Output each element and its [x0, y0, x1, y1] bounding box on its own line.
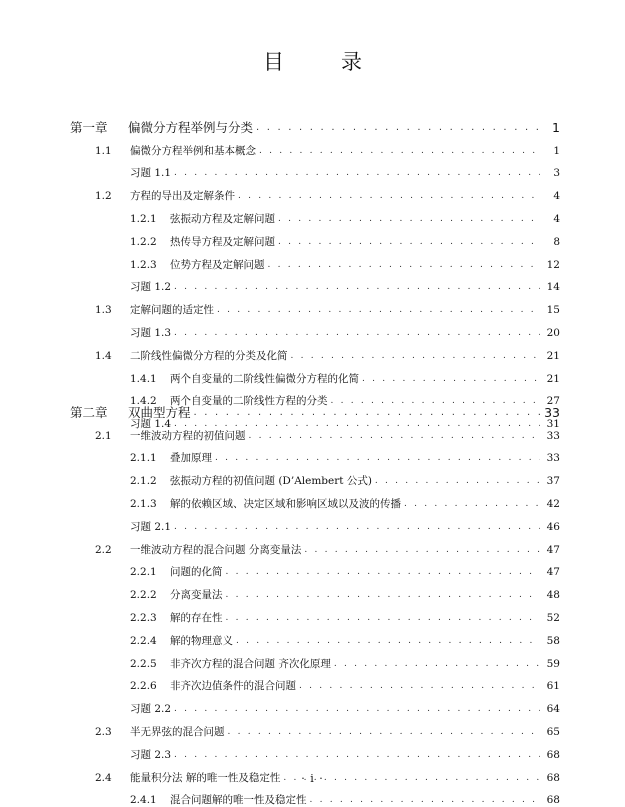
exercise-row[interactable]	[130, 274, 560, 294]
entry-title: 习题 1.4	[130, 418, 172, 431]
entry-page: 47	[546, 566, 560, 579]
entry-page: 46	[546, 520, 560, 533]
entry-title: 两个自变量的二阶线性偏微分方程的化简	[170, 372, 359, 385]
dot-leader	[268, 258, 541, 272]
entry-title: 一维波动方程的初值问题	[130, 429, 246, 442]
entry-title: 叠加原理	[170, 452, 212, 465]
dot-leader	[226, 611, 541, 625]
dot-leader	[256, 121, 540, 135]
entry-page: 12	[546, 258, 560, 271]
entry-page: 20	[546, 327, 560, 339]
entry-page: 37	[546, 475, 560, 488]
entry-number: 1.1	[95, 144, 112, 157]
entry-title: 方程的导出及定解条件	[130, 190, 235, 203]
entry-page: 68	[546, 794, 560, 807]
subsection-row[interactable]	[130, 651, 560, 671]
chapter-row[interactable]	[70, 115, 560, 135]
section-row[interactable]	[95, 537, 560, 557]
entry-number: 2.2.4	[130, 634, 157, 647]
subsection-row[interactable]	[130, 366, 560, 386]
entry-page: 4	[553, 213, 560, 225]
entry-title: 分离变量法	[170, 589, 223, 602]
chapter-page: 33	[544, 405, 560, 420]
entry-number: 1.2.2	[130, 235, 157, 248]
entry-number: 1.2.3	[130, 258, 157, 271]
page-title: 目 录	[263, 50, 380, 74]
entry-page: 64	[546, 703, 560, 716]
dot-leader	[194, 406, 540, 420]
exercise-row[interactable]	[130, 742, 560, 762]
entry-number: 1.2.1	[130, 213, 157, 225]
dot-leader	[174, 702, 540, 716]
entry-page: 42	[546, 498, 560, 510]
entry-number: 2.4	[95, 771, 112, 784]
entry-number: 2.1.3	[130, 498, 157, 510]
entry-title: 问题的化简	[170, 566, 223, 579]
entry-title: 能量积分法 解的唯一性及稳定性	[130, 771, 281, 784]
entry-page: 47	[546, 543, 560, 556]
dot-leader	[375, 474, 540, 488]
entry-page: 48	[546, 589, 560, 602]
dot-leader	[238, 189, 540, 203]
subsection-row[interactable]	[130, 445, 560, 465]
dot-leader	[226, 565, 541, 579]
entry-number: 2.2.5	[130, 657, 157, 670]
dot-leader	[228, 725, 541, 739]
chapter-row[interactable]	[70, 400, 560, 420]
entry-page: 58	[546, 634, 560, 647]
exercise-row[interactable]	[130, 160, 560, 180]
entry-page: 33	[546, 429, 560, 442]
entry-title: 两个自变量的二阶线性方程的分类	[170, 395, 328, 408]
entry-page: 59	[546, 657, 560, 670]
entry-number: 2.2.3	[130, 612, 157, 624]
entry-title: 热传导方程及定解问题	[170, 235, 275, 248]
dot-leader	[174, 520, 540, 534]
entry-number: 2.1	[95, 429, 112, 442]
subsection-row[interactable]	[130, 206, 560, 226]
exercise-row[interactable]	[130, 696, 560, 716]
entry-number: 2.2.2	[130, 589, 157, 602]
entry-page: 27	[546, 395, 560, 408]
entry-page: 1	[553, 144, 560, 157]
subsection-row[interactable]	[130, 491, 560, 511]
section-row[interactable]	[95, 343, 560, 363]
entry-title: 习题 1.1	[130, 167, 172, 180]
entry-page: 3	[553, 167, 560, 180]
entry-title: 一维波动方程的混合问题 分离变量法	[130, 543, 302, 556]
dot-leader	[174, 748, 540, 762]
entry-page: 15	[546, 304, 560, 317]
subsection-row[interactable]	[130, 229, 560, 249]
entry-page: 61	[546, 680, 560, 693]
entry-title: 习题 2.1	[130, 520, 172, 533]
dot-leader	[215, 451, 540, 465]
entry-title: 非齐次边值条件的混合问题	[170, 680, 296, 693]
dot-leader	[249, 429, 541, 443]
dot-leader	[334, 657, 540, 671]
section-row[interactable]	[95, 138, 560, 158]
dot-leader	[299, 679, 540, 693]
chapter-page: 1	[552, 120, 560, 135]
entry-page: 52	[546, 612, 560, 624]
subsection-row[interactable]	[130, 787, 560, 807]
entry-page: 8	[553, 235, 560, 248]
entry-page: 33	[546, 452, 560, 465]
dot-leader	[174, 166, 540, 180]
dot-leader	[259, 144, 540, 158]
subsection-row[interactable]	[130, 605, 560, 625]
section-row[interactable]	[95, 297, 560, 317]
entry-title: 习题 1.3	[130, 327, 172, 339]
entry-number: 1.4.2	[130, 395, 157, 408]
entry-number: 1.2	[95, 190, 112, 203]
entry-title: 弦振动方程的初值问题 (D’Alembert 公式)	[170, 475, 372, 488]
entry-page: 68	[546, 748, 560, 761]
dot-leader	[174, 280, 540, 294]
dot-leader	[174, 326, 540, 340]
entry-number: 2.2.1	[130, 566, 157, 579]
dot-leader	[362, 372, 540, 386]
entry-number: 2.4.1	[130, 794, 157, 807]
entry-title: 定解问题的适定性	[130, 304, 214, 317]
entry-title: 半无界弦的混合问题	[130, 726, 225, 738]
exercise-row[interactable]	[130, 320, 560, 340]
subsection-row[interactable]	[130, 673, 560, 693]
exercise-row[interactable]	[130, 514, 560, 534]
entry-title: 混合问题解的唯一性及稳定性	[170, 794, 307, 807]
entry-page: 68	[546, 771, 560, 784]
entry-number: 2.3	[95, 726, 112, 738]
entry-title: 位势方程及定解问题	[170, 258, 265, 271]
section-row[interactable]	[95, 719, 560, 739]
subsection-row[interactable]	[130, 628, 560, 648]
dot-leader	[304, 543, 540, 557]
section-row[interactable]	[95, 183, 560, 203]
entry-page: 21	[546, 349, 560, 362]
entry-page: 4	[553, 190, 560, 203]
entry-title: 解的物理意义	[170, 634, 233, 647]
dot-leader	[236, 634, 540, 648]
entry-title: 习题 2.3	[130, 748, 172, 761]
entry-number: 1.4	[95, 349, 112, 362]
entry-title: 二阶线性偏微分方程的分类及化简	[130, 349, 288, 362]
entry-title: 解的依赖区域、决定区域和影响区域以及波的传播	[170, 498, 401, 510]
entry-title: 习题 2.2	[130, 703, 172, 716]
subsection-row[interactable]	[130, 559, 560, 579]
entry-title: 解的存在性	[170, 612, 223, 624]
chapter-title: 偏微分方程举例与分类	[128, 120, 254, 135]
dot-leader	[310, 793, 541, 807]
chapter-title: 双曲型方程	[128, 405, 191, 420]
dot-leader	[217, 303, 540, 317]
entry-number: 2.2	[95, 543, 112, 556]
entry-number: 2.1.2	[130, 475, 157, 488]
dot-leader	[291, 349, 541, 363]
dot-leader	[278, 212, 540, 226]
entry-title: 非齐次方程的混合问题 齐次化原理	[170, 657, 331, 670]
entry-number: 1.4.1	[130, 372, 157, 385]
entry-page: 31	[546, 418, 560, 431]
subsection-row[interactable]	[130, 252, 560, 272]
chapter-number: 第一章	[70, 120, 108, 135]
entry-page: 21	[546, 372, 560, 385]
subsection-row[interactable]	[130, 582, 560, 602]
dot-leader	[404, 497, 540, 511]
chapter-number: 第二章	[70, 405, 108, 420]
subsection-row[interactable]	[130, 468, 560, 488]
entry-number: 2.1.1	[130, 452, 157, 465]
entry-number: 1.3	[95, 304, 112, 317]
entry-number: 2.2.6	[130, 680, 157, 693]
dot-leader	[278, 235, 540, 249]
entry-title: 习题 1.2	[130, 281, 172, 294]
entry-page: 65	[546, 726, 560, 738]
entry-title: 弦振动方程及定解问题	[170, 213, 275, 225]
section-row[interactable]	[95, 423, 560, 443]
entry-page: 14	[546, 281, 560, 294]
page-number: · i ·	[301, 772, 324, 785]
dot-leader	[226, 588, 541, 602]
entry-title: 偏微分方程举例和基本概念	[130, 144, 256, 157]
